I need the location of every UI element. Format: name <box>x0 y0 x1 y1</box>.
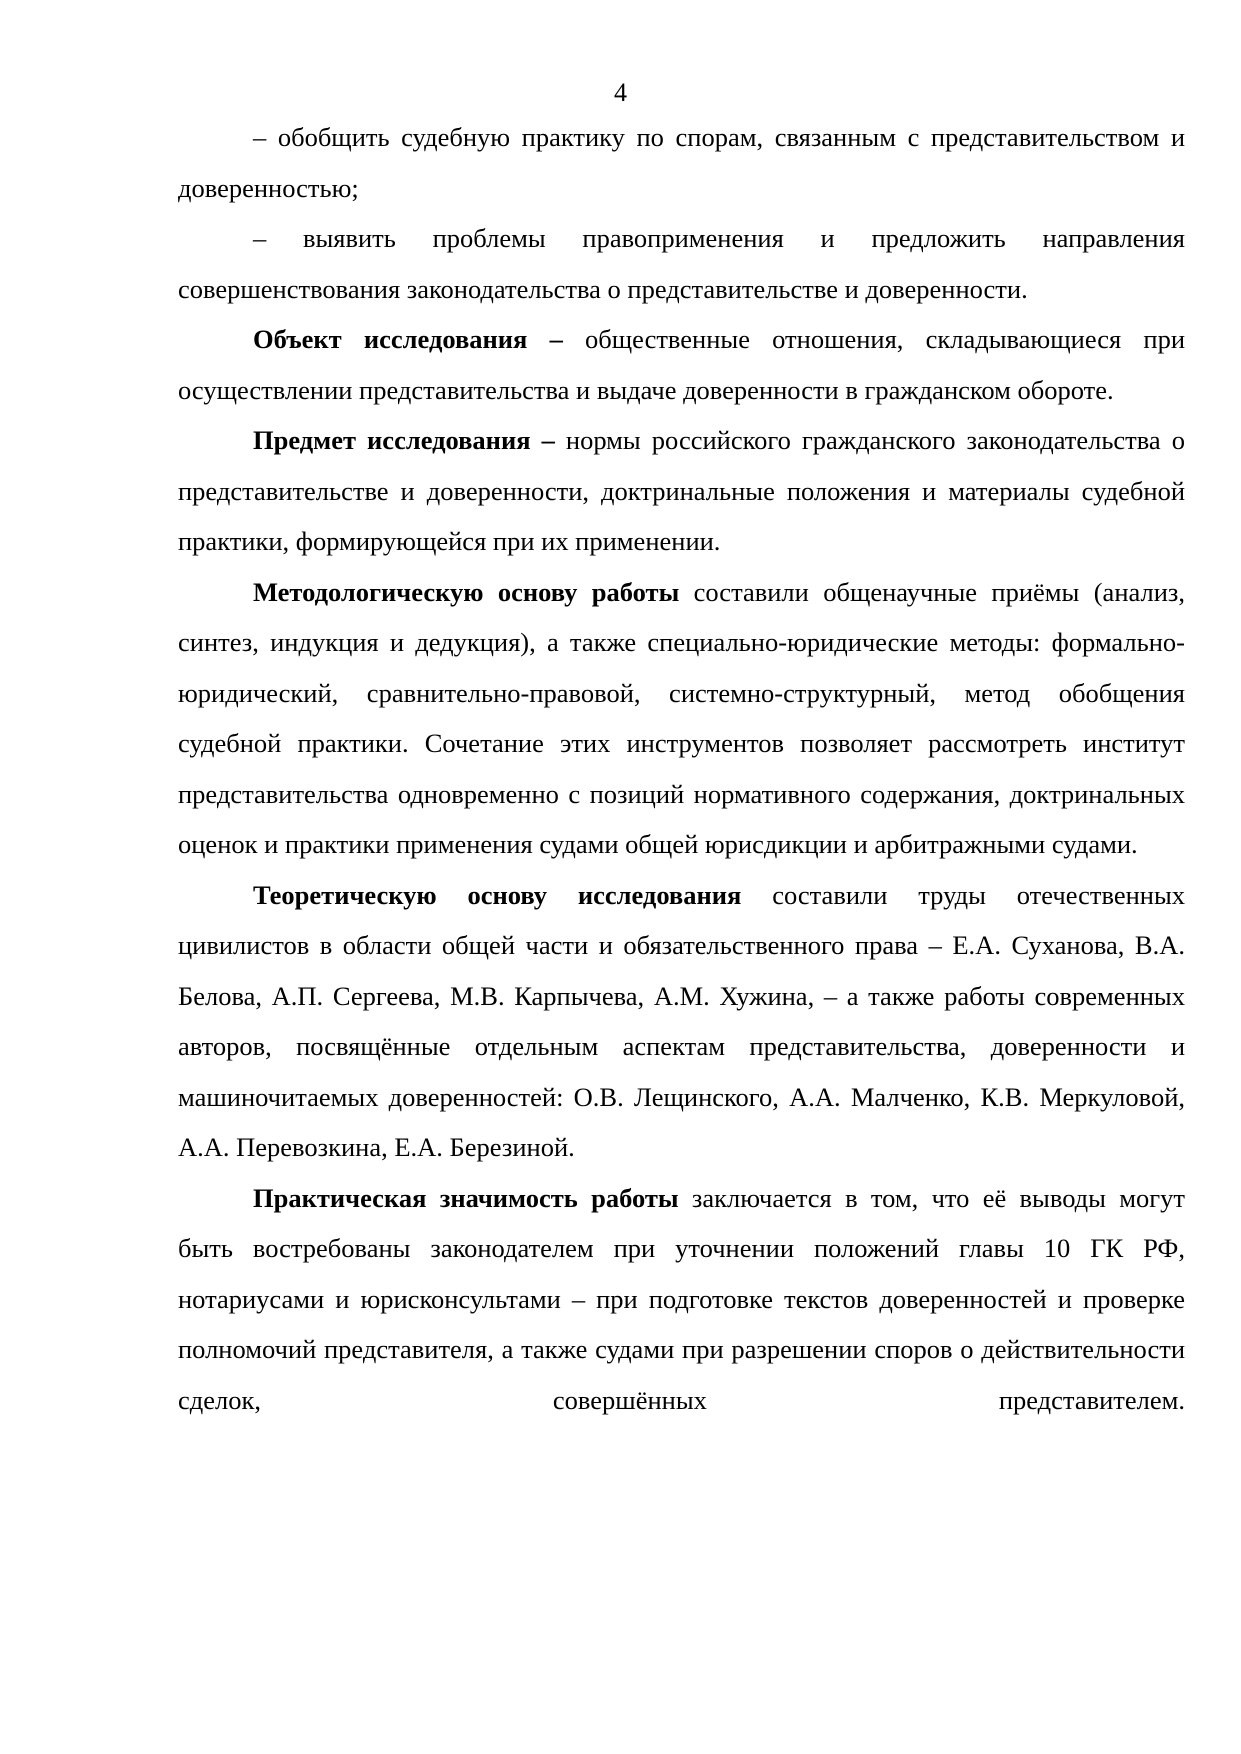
paragraph-lead: Практическая значимость работы <box>253 1182 679 1213</box>
paragraph-lead: Объект исследования – <box>253 324 563 354</box>
paragraph-lead: Теоретическую основу исследования <box>253 879 742 910</box>
paragraph-research-object <box>178 314 1185 415</box>
paragraph-practical-significance <box>178 1173 1185 1426</box>
paragraph-theoretical-basis <box>178 870 1185 1173</box>
paragraph-task-generalize-practice <box>178 112 1185 213</box>
paragraph-lead: Предмет исследования – <box>253 425 555 455</box>
page-number: 4 <box>614 78 627 107</box>
paragraph-text: общественные отношения, складывающиеся при осуществлении представительства и выдаче доверенности в гражданском обороте. <box>178 324 1185 405</box>
paragraph-text: составили общенаучные приёмы (анализ, синтез, индукция и дедукция), а также специально-юридические методы: формально-юридический, сравнительно-правовой, системно-структурный, метод обобщения судебной практики. Сочетание этих инструментов позволяет рассмотреть институт представительства одновременно с позиций нормативного содержания, доктринальных оценок и практики применения судами общей юрисдикции и арбитражными судами. <box>178 576 1185 859</box>
text-body <box>178 112 1185 1425</box>
paragraph-text: заключается в том, что её выводы могут быть востребованы законодателем при уточнении положений главы 10 ГК РФ, нотариусами и юрисконсультами – при подготовке текстов доверенностей и проверке полномочий представителя, а также судами при разрешении споров о действительности сделок, совершённых представителем. <box>178 1182 1186 1415</box>
paragraph-methodology <box>178 567 1185 870</box>
paragraph-text: – выявить проблемы правоприменения и предложить направления совершенствования законодательства о представительстве и доверенности. <box>178 223 1185 304</box>
paragraph-text: нормы российского гражданского законодательства о представительстве и доверенности, доктринальные положения и материалы судебной практики, формирующейся при их применении. <box>178 425 1185 556</box>
paragraph-text: составили труды отечественных цивилистов в области общей части и обязательственного права – Е.А. Суханова, В.А. Белова, А.П. Сергеева, М.В. Карпычева, А.М. Хужина, – а также работы современных авторов, посвящённые отдельным аспектам представительства, доверенности и машиночитаемых доверенностей: О.В. Лещинского, А.А. Малченко, К.В. Меркуловой, А.А. Перевозкина, Е.А. Березиной. <box>178 879 1185 1162</box>
paragraph-text: – обобщить судебную практику по спорам, связанным с представительством и доверенностью; <box>178 122 1185 203</box>
paragraph-task-identify-problems <box>178 213 1185 314</box>
paragraph-lead: Методологическую основу работы <box>253 576 680 607</box>
paragraph-research-subject <box>178 415 1185 567</box>
